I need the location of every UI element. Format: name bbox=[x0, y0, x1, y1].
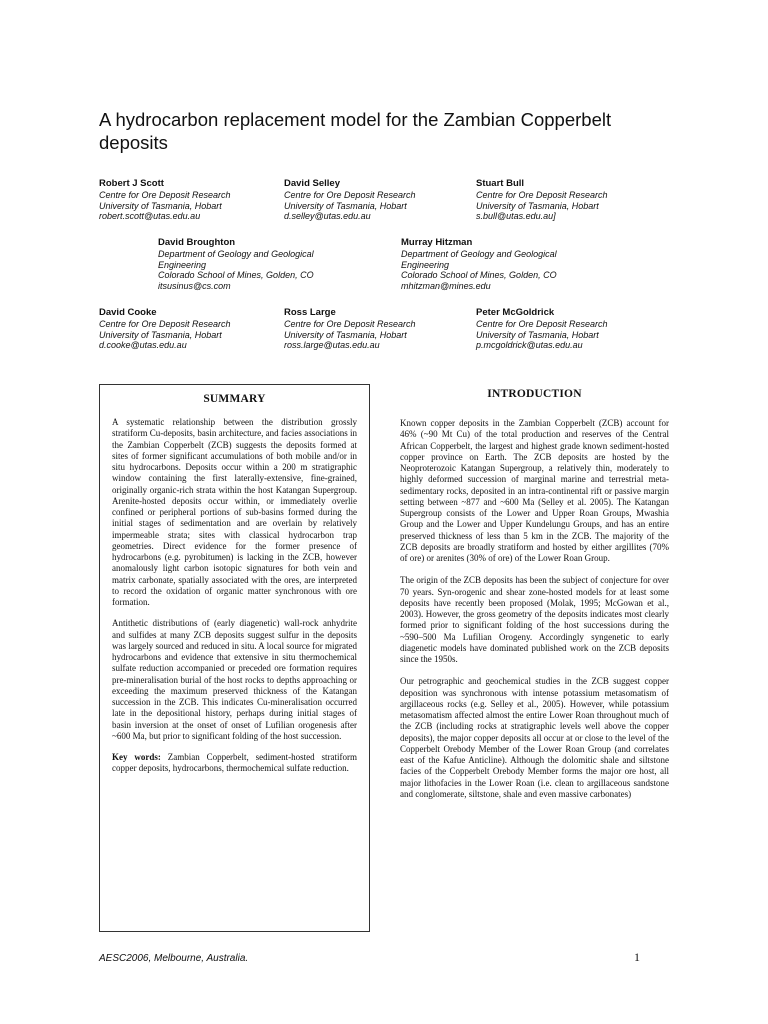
paper-title: A hydrocarbon replacement model for the Zambian Copperbelt deposits bbox=[99, 109, 612, 153]
author-affiliation: University of Tasmania, Hobart bbox=[99, 200, 222, 211]
summary-paragraph: Antithetic distributions of (early diagenetic) wall-rock anhydrite and sulfides at many ZCB deposits suggest sulfur in the deposits was largely sourced and reduced in situ. A local source for migrated hydrocarbons and evidence that extensive in situ thermochemical sulfate reduction accompanied or preceded ore formation requires pre-mineralisation burial of the host rocks to depths approaching or exceeding the maximum preserved thickness of the Katangan succession in the ZCB. This indicates Cu-mineralisation occurred late in the depositional history, perhaps during initial stages of basin inversion at the onset of onset of Lufilian orogenesis after ~600 Ma, but prior to significant folding of the host succession. bbox=[112, 618, 357, 741]
author-email: mhitzman@mines.edu bbox=[401, 280, 491, 291]
author-name: David Cooke bbox=[99, 307, 157, 318]
author-block bbox=[99, 178, 231, 222]
author-email: ross.large@utas.edu.au bbox=[284, 340, 380, 351]
author-block bbox=[158, 237, 314, 291]
summary-heading: SUMMARY bbox=[203, 393, 266, 405]
author-email: d.cooke@utas.edu.au bbox=[99, 340, 187, 351]
author-name: Peter McGoldrick bbox=[476, 307, 555, 318]
author-name: David Selley bbox=[284, 178, 340, 189]
author-block bbox=[476, 307, 608, 351]
introduction-paragraph: Known copper deposits in the Zambian Copperbelt (ZCB) account for 46% (~90 Mt Cu) of the total production and reserves of the Central African Copperbelt, the largest and highest grade known sediment-hosted copper province on Earth. The ZCB deposits are hosted by the Neoproterozoic Katangan Supergroup, a relatively thin, moderately to highly deformed succession of marginal marine and terrestrial meta-sedimentary rocks, deposited in an intra-continental rift or passive margin setting between ~877 and ~600 Ma (Selley et al. 2005). The Katangan Supergroup consists of the Lower and Upper Roan Groups, Mwashia Group and the Lower and Upper Kundelungu Groups, and has an entire preserved thickness of less than 5 km in the ZCB. The majority of the ZCB deposits are broadly stratiform and hosted by either argillites (70% of ore) or arenites (30% of ore) of the Lower Roan Group. bbox=[400, 418, 669, 563]
author-affiliation: Engineering bbox=[401, 259, 450, 270]
page-number: 1 bbox=[634, 950, 640, 964]
author-affiliation: University of Tasmania, Hobart bbox=[284, 200, 407, 211]
author-affiliation: Centre for Ore Deposit Research bbox=[99, 319, 231, 329]
author-affiliation: Centre for Ore Deposit Research bbox=[476, 319, 608, 329]
author-affiliation: Colorado School of Mines, Golden, CO bbox=[401, 270, 557, 281]
author-email: s.bull@utas.edu.au] bbox=[476, 211, 556, 222]
keywords bbox=[112, 752, 357, 775]
author-affiliation: Centre for Ore Deposit Research bbox=[284, 319, 416, 329]
author-email: robert.scott@utas.edu.au bbox=[99, 211, 201, 222]
introduction-paragraph: The origin of the ZCB deposits has been the subject of conjecture for over 70 years. Syn-orogenic and shear zone-hosted models for at least some deposits have recently been proposed (Molak, 1995; McGowan et al., 2003). However, the gross geometry of the deposits indicates most clearly formed prior to significant folding of the host successions during the ~590–500 Ma Lufilian Orogeny. Accordingly syngenetic to early diagenetic models have dominated published work on the ZCB deposits since the 1950s. bbox=[400, 575, 669, 664]
author-email: d.selley@utas.edu.au bbox=[284, 211, 371, 222]
author-block bbox=[476, 178, 608, 222]
author-email: itsusinus@cs.com bbox=[158, 280, 231, 291]
author-name: Ross Large bbox=[284, 307, 336, 318]
author-block bbox=[99, 307, 231, 351]
author-affiliation: Centre for Ore Deposit Research bbox=[476, 190, 608, 200]
author-name: Murray Hitzman bbox=[401, 237, 473, 248]
keywords-text: Zambian Copperbelt, sediment-hosted stratiform copper deposits, hydrocarbons, thermochemical sulfate reduction. bbox=[112, 752, 357, 774]
author-name: Stuart Bull bbox=[476, 178, 525, 189]
author-affiliation: University of Tasmania, Hobart bbox=[476, 200, 599, 211]
author-affiliation: Centre for Ore Deposit Research bbox=[99, 190, 231, 200]
author-affiliation: Department of Geology and Geological bbox=[158, 249, 314, 259]
author-affiliation: University of Tasmania, Hobart bbox=[476, 329, 599, 340]
author-email: p.mcgoldrick@utas.edu.au bbox=[476, 340, 583, 351]
author-affiliation: Centre for Ore Deposit Research bbox=[284, 190, 416, 200]
author-affiliation: University of Tasmania, Hobart bbox=[99, 329, 222, 340]
introduction-heading: INTRODUCTION bbox=[487, 388, 582, 400]
introduction-paragraph: Our petrographic and geochemical studies in the ZCB suggest copper deposition was synchronous with intense potassium metasomatism of argillaceous rocks (e.g. Selley et al., 2005). However, while potassium metasomatism affected almost the entire Lower Roan throughout much of the ZCB (including rocks at stratigraphic levels well above the copper deposits), the major copper deposits all occur at or close to the level of the Copperbelt Orebody Member of the Lower Roan Group (and correlates east of the Kafue Anticline). Although the dolomitic shale and siltstone facies of the Copperbelt Orebody Member forms the major ore host, all major lithofacies in the Lower Roan (i.e. clean to argillaceous sandstone and conglomerate, siltstone, shale and even massive carbonates) bbox=[400, 676, 669, 799]
author-affiliation: Engineering bbox=[158, 259, 207, 270]
author-block bbox=[284, 178, 416, 222]
author-block bbox=[401, 237, 557, 291]
author-affiliation: Colorado School of Mines, Golden, CO bbox=[158, 270, 314, 281]
summary-paragraph: A systematic relationship between the distribution grossly stratiform Cu-deposits, basin architecture, and facies associations in the Zambian Copperbelt (ZCB) suggests the deposits formed at sites of former significant accumulations of both mobile and/or in situ hydrocarbons. Deposits occur within a 200 m stratigraphic window containing the first laterally-extensive, fine-grained, originally organic-rich strata within the host Katangan Supergroup. Arenite-hosted deposits occur within, or immediately overlie confined or peripheral portions of sub-basins formed during the initial stages of sedimentation and are overlain by relatively impermeable strata; sites with classical hydrocarbon trap geometries. Direct evidence for the former presence of hydrocarbons (e.g. pyrobitumen) is lacking in the ZCB, however anomalously light carbon isotopic signatures for both vein and matrix carbonate, spatially associated with the ores, are interpreted to record the oxidation of organic matter synchronous with ore formation. bbox=[112, 417, 357, 607]
author-block bbox=[284, 307, 416, 351]
summary-box bbox=[99, 384, 370, 932]
author-affiliation: Department of Geology and Geological bbox=[401, 249, 557, 259]
author-affiliation: University of Tasmania, Hobart bbox=[284, 329, 407, 340]
author-name: Robert J Scott bbox=[99, 178, 164, 189]
keywords-label: Key words: bbox=[112, 752, 161, 762]
author-name: David Broughton bbox=[158, 237, 236, 248]
conference-footer: AESC2006, Melbourne, Australia. bbox=[99, 953, 249, 964]
introduction-section bbox=[400, 388, 669, 811]
